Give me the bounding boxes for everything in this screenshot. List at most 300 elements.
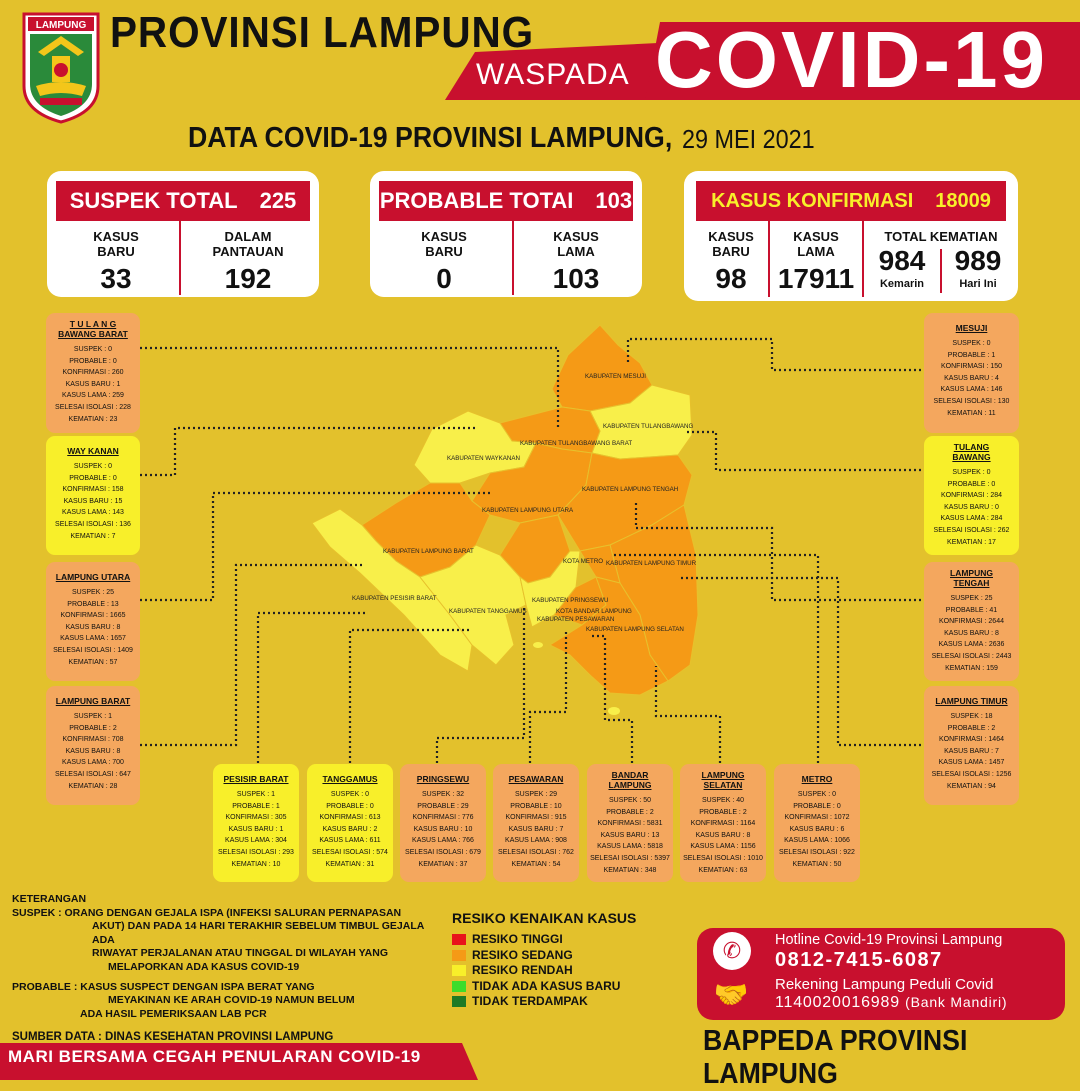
district-name: [307, 774, 393, 784]
stat-value: 28: [109, 782, 118, 790]
stat-row-kematian: [213, 859, 299, 871]
stat-row-konfirmasi: [400, 812, 486, 824]
district-name-line: LAMPUNG: [950, 568, 993, 578]
stat-row-kasus_baru: [46, 746, 140, 758]
stat-value: 7: [111, 532, 116, 540]
stat-label: KASUS LAMA :: [784, 837, 833, 845]
stat-label: KASUS LAMA :: [60, 635, 109, 643]
stat-row-kasus_lama: [493, 835, 579, 847]
stat-value: 700: [112, 759, 124, 767]
stat-value: 13: [651, 831, 660, 839]
stat-row-konfirmasi: [774, 812, 860, 824]
district-name: [400, 774, 486, 784]
bappeda-label: BAPPEDA PROVINSI LAMPUNG: [703, 1025, 968, 1090]
stat-row-probable: [400, 801, 486, 813]
stat-row-suspek: [493, 789, 579, 801]
stat-value: 1: [271, 791, 276, 798]
suspek-definition: RIWAYAT PERJALANAN ATAU TINGGAL DI WILAYAH YANG: [92, 947, 388, 960]
stat-label: KASUS LAMA :: [319, 837, 368, 845]
stat-row-kasus_baru: [924, 373, 1019, 385]
label: LAMA: [797, 244, 835, 259]
stat-row-kematian: [924, 408, 1019, 420]
probable-title: PROBABLE TOTAI: [379, 188, 574, 213]
stat-row-kasus_lama: [924, 639, 1019, 651]
label: KASUS: [708, 229, 754, 244]
stat-label: KONFIRMASI :: [939, 736, 987, 744]
keterangan: [12, 893, 432, 1045]
stat-label: KASUS LAMA :: [505, 837, 554, 845]
stat-label: KEMATIAN :: [68, 658, 108, 666]
stat-label: SELESAI ISOLASI :: [312, 848, 375, 856]
rekening-number-line: [775, 994, 1007, 1012]
map-label-mesuji: KABUPATEN MESUJI: [585, 373, 646, 380]
probable-card-header: [379, 181, 633, 221]
stat-row-kasus_lama: [46, 390, 140, 402]
stat-value: 0: [832, 791, 837, 798]
stat-value: 136: [119, 520, 131, 528]
stat-value: 25: [106, 589, 115, 596]
stat-row-kasus_lama: [587, 841, 673, 853]
stat-value: 1409: [117, 646, 133, 654]
stat-row-kematian: [493, 859, 579, 871]
stat-value: 5831: [646, 820, 663, 828]
map-label-tulangbawang-barat: KABUPATEN TULANGBAWANG BARAT: [520, 440, 633, 447]
legend-label: TIDAK ADA KASUS BARU: [472, 978, 621, 993]
stat-value: 0: [986, 340, 991, 347]
stat-value: 8: [746, 831, 751, 839]
stat-label: KASUS LAMA :: [938, 641, 987, 649]
district-box-metro: [774, 764, 860, 882]
legend-title: RESIKO KENAIKAN KASUS: [452, 910, 637, 926]
stat-row-kasus_baru: [46, 496, 140, 508]
district-box-mesuji: [924, 313, 1019, 433]
stat-row-suspek: [587, 795, 673, 807]
stat-label: KEMATIAN :: [947, 409, 987, 417]
stat-row-suspek: [46, 461, 140, 473]
stat-value: 1: [275, 802, 280, 810]
stat-value: 0: [991, 480, 996, 488]
stat-label: KONFIRMASI :: [597, 820, 645, 828]
stat-label: KASUS BARU :: [413, 825, 463, 833]
stat-value: 18: [984, 713, 993, 720]
stat-label: KASUS BARU :: [600, 831, 650, 839]
label: Kemarin: [879, 278, 925, 290]
stat-label: KASUS LAMA :: [62, 509, 111, 517]
stat-label: KEMATIAN :: [511, 860, 551, 868]
stat-label: PROBABLE :: [606, 808, 648, 816]
stat-row-selesai: [213, 847, 299, 859]
stat-row-kematian: [46, 414, 140, 426]
district-name: [46, 446, 140, 456]
stat-label: PROBABLE :: [417, 802, 459, 810]
stat-row-kasus_lama: [46, 757, 140, 769]
stat-row-probable: [213, 801, 299, 813]
stat-label: KONFIRMASI :: [784, 814, 832, 822]
stat-value: 10: [272, 860, 281, 868]
stat-value: 1: [116, 380, 121, 388]
map-label-tanggamus: KABUPATEN TANGGAMUS: [449, 608, 527, 615]
stat-value: 611: [369, 837, 381, 845]
suspek-card-header: [56, 181, 310, 221]
legend-swatch: [452, 965, 466, 976]
stat-label: SUSPEK :: [514, 791, 548, 798]
stat-row-kasus_baru: [587, 830, 673, 842]
stat-value: 1072: [833, 814, 850, 822]
stat-value: 0: [365, 791, 370, 798]
stat-value: 2: [112, 724, 117, 732]
stat-label: PROBABLE :: [510, 802, 552, 810]
stat-label: SUSPEK :: [330, 791, 364, 798]
stat-value: 2: [373, 825, 378, 833]
stat-row-suspek: [924, 593, 1019, 605]
stat-value: 10: [464, 825, 473, 833]
stat-value: 0: [112, 474, 117, 482]
map-label-waykanan: KABUPATEN WAYKANAN: [447, 455, 520, 462]
stat-label: KASUS BARU :: [228, 825, 278, 833]
legend-label: TIDAK TERDAMPAK: [472, 994, 588, 1008]
map-label-lampung-utara: KABUPATEN LAMPUNG UTARA: [482, 507, 574, 514]
hotline-number[interactable]: 0812-7415-6087: [775, 949, 943, 971]
stat-value: 54: [552, 860, 561, 868]
district-name: [46, 319, 140, 339]
stat-value: 5397: [654, 854, 670, 862]
stat-label: SELESAI ISOLASI :: [498, 848, 561, 856]
stat-row-suspek: [400, 789, 486, 801]
stat-row-suspek: [46, 711, 140, 723]
stat-value: 260: [111, 369, 124, 377]
stat-label: KONFIRMASI :: [690, 820, 739, 828]
probable-card: [370, 171, 642, 297]
suspek-total: 225: [259, 188, 297, 213]
stat-label: SUSPEK :: [608, 797, 642, 804]
district-name-line: TULANG: [953, 442, 990, 452]
district-name-line: PESAWARAN: [508, 774, 564, 784]
legend-label: RESIKO TINGGI: [472, 932, 563, 946]
stat-label: KEMATIAN :: [603, 866, 643, 874]
stat-label: SUSPEK :: [71, 589, 105, 596]
stat-label: SELESAI ISOLASI :: [218, 848, 281, 856]
district-box-pesawaran: [493, 764, 579, 882]
district-name: [46, 696, 140, 706]
stat-label: KONFIRMASI :: [62, 736, 110, 744]
stat-label: SELESAI ISOLASI :: [55, 770, 118, 778]
stat-value: 1156: [740, 843, 756, 851]
stat-value: 284: [990, 492, 1003, 500]
stat-label: KONFIRMASI :: [940, 363, 989, 371]
stat-value: 7: [995, 747, 999, 755]
map-label-pesisir-barat: KABUPATEN PESISIR BARAT: [352, 595, 437, 602]
label: KASUS: [793, 229, 839, 244]
label: KASUS: [421, 229, 467, 244]
stat-row-selesai: [400, 847, 486, 859]
stat-label: PROBABLE :: [69, 474, 111, 482]
stat-value: 284: [990, 515, 1003, 523]
legend-label: RESIKO SEDANG: [472, 947, 573, 962]
stat-label: KASUS BARU :: [944, 503, 994, 511]
stat-value: 41: [989, 606, 998, 614]
district-box-lampung-utara: [46, 562, 140, 681]
data-date: 29 MEI 2021: [682, 124, 815, 154]
stat-row-konfirmasi: [46, 367, 140, 379]
stat-value: 159: [986, 664, 998, 672]
stat-label: KASUS BARU :: [63, 497, 113, 505]
stat-label: SELESAI ISOLASI :: [683, 854, 746, 862]
stat-row-konfirmasi: [587, 818, 673, 830]
stat-row-suspek: [46, 587, 140, 599]
label: KASUS: [93, 229, 139, 244]
stat-row-selesai: [46, 402, 140, 414]
stat-row-selesai: [680, 853, 766, 865]
stat-label: KEMATIAN :: [945, 664, 985, 672]
stat-row-selesai: [587, 853, 673, 865]
stat-label: SELESAI ISOLASI :: [405, 848, 468, 856]
stat-row-probable: [46, 599, 140, 611]
stat-label: PROBABLE :: [947, 480, 990, 488]
stat-row-probable: [680, 807, 766, 819]
stat-row-probable: [46, 723, 140, 735]
stat-value: 305: [274, 814, 287, 822]
stat-label: KASUS LAMA :: [690, 843, 739, 851]
legend-swatch: [452, 950, 466, 961]
stat-value: 2: [742, 808, 747, 816]
stat-value: 679: [469, 848, 481, 856]
stat-label: KASUS LAMA :: [225, 837, 274, 845]
suspek-definition: AKUT) DAN PADA 14 HARI TERAKHIR SEBELUM TIMBUL GEJALA ADA: [92, 920, 424, 946]
stat-value: 1256: [995, 770, 1012, 778]
konfirmasi-total: 18009: [935, 189, 991, 212]
stat-value: 32: [456, 791, 465, 798]
district-name: [924, 696, 1019, 706]
stat-value: 57: [109, 658, 118, 666]
hotline-title: Hotline Covid-19 Provinsi Lampung: [775, 932, 1003, 948]
stat-label: SELESAI ISOLASI :: [55, 403, 118, 411]
stat-row-konfirmasi: [46, 734, 140, 746]
legend-swatch: [452, 981, 466, 992]
district-name: [213, 774, 299, 784]
legend-item: [452, 963, 636, 979]
stat-label: KASUS BARU :: [789, 825, 839, 833]
stat-row-probable: [46, 356, 140, 368]
risk-legend: [452, 910, 636, 1010]
stat-value: 37: [459, 860, 468, 868]
stat-value: 0: [986, 469, 991, 476]
stat-value: 922: [843, 848, 855, 856]
district-name-line: BAWANG: [952, 452, 991, 462]
stat-label: PROBABLE :: [69, 724, 111, 732]
district-box-bandar-lampung: [587, 764, 673, 882]
stat-label: KEMATIAN :: [947, 538, 987, 546]
stat-label: KEMATIAN :: [68, 782, 108, 790]
probable-total: 103: [595, 188, 633, 213]
stat-label: SUSPEK :: [236, 791, 270, 798]
stat-row-kematian: [587, 865, 673, 877]
stat-label: KASUS LAMA :: [412, 837, 461, 845]
map-label-lampung-barat: KABUPATEN LAMPUNG BARAT: [383, 548, 474, 555]
map-label-kota-metro: KOTA METRO: [563, 558, 604, 565]
stat-value: 1: [991, 351, 996, 359]
stat-row-probable: [924, 350, 1019, 362]
stat-row-probable: [924, 605, 1019, 617]
stat-label: KONFIRMASI :: [505, 814, 553, 822]
stat-row-kasus_lama: [46, 507, 140, 519]
stat-value: 63: [739, 866, 748, 874]
label: PANTAUAN: [212, 244, 284, 259]
stat-value: 8: [116, 747, 121, 755]
stat-label: PROBABLE :: [69, 357, 111, 365]
legend-item: [452, 948, 636, 964]
stat-row-kematian: [774, 859, 860, 871]
value: 98: [715, 263, 747, 294]
stat-row-probable: [924, 723, 1019, 735]
hotline-box: [697, 928, 1065, 1020]
stat-value: 0: [995, 503, 999, 511]
stat-row-konfirmasi: [46, 610, 140, 622]
stat-value: 2: [991, 724, 996, 732]
stat-label: KASUS LAMA :: [938, 759, 987, 767]
divider: [512, 221, 514, 295]
stat-label: KASUS BARU :: [944, 629, 994, 637]
stat-row-kematian: [924, 781, 1019, 793]
suspek-kasus-baru: [57, 229, 175, 295]
handshake-icon: 🤝: [713, 978, 749, 1010]
stat-row-kasus_baru: [46, 622, 140, 634]
value: 0: [436, 263, 452, 294]
district-name-line: LAMPUNG: [701, 770, 745, 780]
stat-row-kasus_baru: [493, 824, 579, 836]
stat-label: PROBABLE :: [947, 351, 990, 359]
stat-label: SUSPEK :: [950, 595, 983, 602]
stat-label: KEMATIAN :: [70, 532, 110, 540]
divider: [862, 221, 864, 297]
stat-row-kasus_lama: [774, 835, 860, 847]
stat-label: KONFIRMASI :: [319, 814, 367, 822]
stat-value: 8: [995, 629, 999, 637]
stat-value: 2443: [995, 652, 1012, 660]
district-name-line: LAMPUNG UTARA: [55, 572, 131, 582]
stat-row-kasus_baru: [924, 628, 1019, 640]
stat-row-kasus_baru: [774, 824, 860, 836]
district-box-way-kanan: [46, 436, 140, 555]
district-name-line: LAMPUNG BARAT: [55, 696, 131, 706]
suspek-definition: MELAPORKAN ADA KASUS COVID-19: [108, 960, 300, 973]
district-name-line: METRO: [801, 774, 833, 784]
stat-label: KASUS LAMA :: [940, 515, 989, 523]
stat-row-kematian: [680, 865, 766, 877]
stat-row-kematian: [46, 531, 140, 543]
map-label-lampung-tengah: KABUPATEN LAMPUNG TENGAH: [582, 486, 679, 493]
stat-row-suspek: [924, 711, 1019, 723]
stat-label: SUSPEK :: [952, 469, 985, 476]
stat-label: PROBABLE :: [699, 808, 741, 816]
legend-item: [452, 932, 636, 948]
stat-row-selesai: [307, 847, 393, 859]
stat-label: KASUS BARU :: [944, 747, 994, 755]
stat-label: KONFIRMASI :: [62, 369, 110, 377]
probable-definition: ADA HASIL PEMERIKSAAN LAB PCR: [80, 1007, 267, 1020]
stat-value: 5818: [647, 843, 663, 851]
label: BARU: [712, 244, 750, 259]
stat-row-selesai: [924, 651, 1019, 663]
stat-row-konfirmasi: [924, 734, 1019, 746]
stat-label: KONFIRMASI :: [940, 492, 989, 500]
district-name: [924, 323, 1019, 333]
label: KASUS: [553, 229, 599, 244]
divider: [768, 221, 770, 297]
stat-label: KEMATIAN :: [68, 415, 108, 423]
map-label-tulangbawang: KABUPATEN TULANGBAWANG: [603, 423, 694, 430]
district-name-line: MESUJI: [955, 323, 988, 333]
stat-row-suspek: [307, 789, 393, 801]
district-name-line: LAMPUNG: [608, 780, 652, 790]
stat-value: 647: [119, 770, 131, 778]
district-box-tulang-bawang-barat: [46, 313, 140, 433]
footer-slogan: MARI BERSAMA CEGAH PENULARAN COVID-19: [8, 1047, 421, 1066]
map-island: [533, 642, 543, 648]
stat-value: 0: [369, 802, 374, 810]
stat-value: 13: [110, 600, 119, 608]
stat-value: 29: [460, 802, 469, 810]
stat-label: KASUS LAMA :: [940, 386, 989, 394]
konfirmasi-card-header: [696, 181, 1006, 221]
stat-row-kasus_baru: [46, 379, 140, 391]
stat-row-kasus_lama: [400, 835, 486, 847]
district-name: [774, 774, 860, 784]
stat-row-kasus_lama: [924, 757, 1019, 769]
stat-row-selesai: [46, 519, 140, 531]
stat-row-konfirmasi: [307, 812, 393, 824]
label: LAMA: [557, 244, 595, 259]
stat-label: SELESAI ISOLASI :: [933, 397, 996, 405]
stat-row-selesai: [924, 769, 1019, 781]
stat-label: KASUS BARU :: [65, 747, 115, 755]
probable-definition: MEYAKINAN KE ARAH COVID-19 NAMUN BELUM: [108, 994, 355, 1007]
stat-value: 0: [108, 346, 113, 353]
stat-row-probable: [46, 473, 140, 485]
stat-label: KONFIRMASI :: [412, 814, 460, 822]
value: 984: [878, 245, 926, 276]
suspek-definition: SUSPEK : ORANG DENGAN GEJALA ISPA (INFEKSI SALURAN PERNAPASAN: [12, 906, 402, 919]
stat-label: PROBABLE :: [67, 600, 109, 608]
stat-label: KASUS LAMA :: [62, 759, 111, 767]
stat-value: 158: [111, 486, 124, 494]
stat-label: SUSPEK :: [701, 797, 735, 804]
district-box-tanggamus: [307, 764, 393, 882]
district-name: [680, 770, 766, 790]
stat-value: 143: [112, 509, 124, 517]
stat-row-kasus_lama: [213, 835, 299, 847]
stat-value: 4: [995, 374, 999, 382]
legend-swatch: [452, 934, 466, 945]
covid-title: COVID-19: [655, 15, 1048, 104]
legend-item: [452, 979, 636, 995]
stat-label: KONFIRMASI :: [60, 612, 108, 620]
district-box-pringsewu: [400, 764, 486, 882]
stat-value: 31: [366, 860, 375, 868]
stat-value: 766: [462, 837, 474, 845]
rekening-title: Rekening Lampung Peduli Covid: [775, 976, 994, 993]
district-box-pesisir-barat: [213, 764, 299, 882]
keterangan-title: KETERANGAN: [12, 893, 87, 905]
phone-icon: ✆: [713, 932, 751, 970]
stat-row-selesai: [46, 645, 140, 657]
data-title: DATA COVID-19 PROVINSI LAMPUNG,: [188, 122, 673, 154]
label: BARU: [425, 244, 463, 259]
district-name: [493, 774, 579, 784]
stat-value: 293: [282, 848, 294, 856]
stat-row-konfirmasi: [213, 812, 299, 824]
value: 33: [100, 263, 132, 294]
stat-value: 17: [988, 538, 996, 546]
